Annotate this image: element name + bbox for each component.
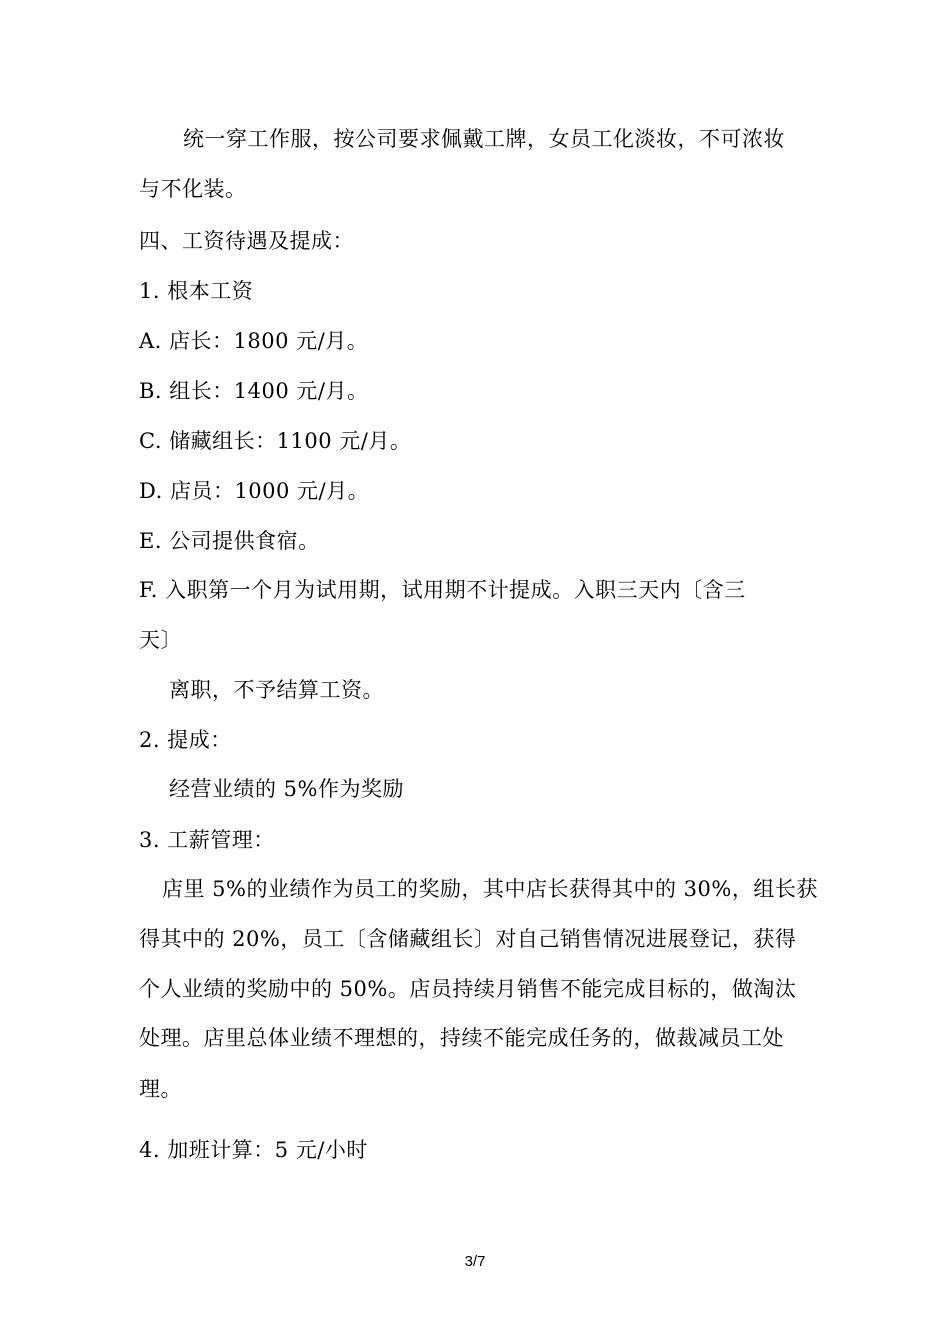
list-item: 2. 提成： (139, 728, 232, 752)
list-item: F. 入职第一个月为试用期，试用期不计提成。入职三天内〔含三 (139, 578, 746, 602)
list-item: 3. 工薪管理： (139, 828, 275, 852)
list-item: C. 储藏组长：1100 元/月。 (139, 429, 412, 453)
page-number: 3/7 (464, 1253, 486, 1270)
paragraph-line: 得其中的 20%，员工〔含储藏组长〕对自己销售情况进展登记，获得 (139, 927, 797, 951)
paragraph-line: 离职，不予结算工资。 (169, 678, 384, 702)
list-item: B. 组长：1400 元/月。 (139, 379, 369, 403)
paragraph-line: 个人业绩的奖励中的 50%。店员持续月销售不能完成目标的，做淘汰 (139, 977, 797, 1001)
paragraph-line: 与不化装。 (139, 177, 247, 201)
section-heading: 四、工资待遇及提成： (139, 229, 354, 253)
list-item: 1. 根本工资 (139, 279, 254, 303)
list-item: E. 公司提供食宿。 (139, 529, 320, 553)
paragraph-line: 统一穿工作服，按公司要求佩戴工牌，女员工化淡妆，不可浓妆 (183, 127, 785, 151)
paragraph-line: 店里 5%的业绩作为员工的奖励，其中店长获得其中的 30%，组长获 (162, 877, 818, 901)
list-item: 4. 加班计算：5 元/小时 (139, 1138, 368, 1162)
list-item: D. 店员：1000 元/月。 (139, 479, 370, 503)
list-item: A. 店长：1800 元/月。 (139, 329, 369, 353)
paragraph-line: 天〕 (139, 628, 182, 652)
paragraph-line: 处理。店里总体业绩不理想的，持续不能完成任务的，做裁减员工处 (139, 1026, 784, 1050)
paragraph-line: 经营业绩的 5%作为奖励 (169, 777, 404, 801)
paragraph-line: 理。 (139, 1077, 182, 1101)
